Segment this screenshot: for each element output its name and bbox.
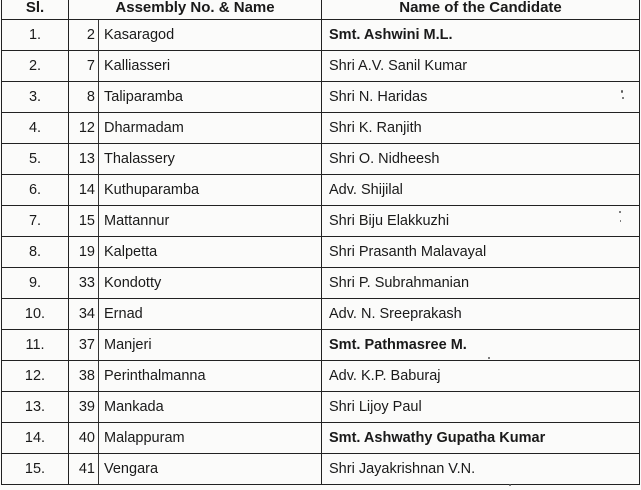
cell-sl: 7. bbox=[2, 206, 69, 237]
cell-assembly-number: 39 bbox=[69, 392, 99, 423]
header-candidate: Name of the Candidate bbox=[322, 0, 640, 20]
cell-candidate: Shri P. Subrahmanian bbox=[322, 268, 640, 299]
cell-candidate: Smt. Pathmasree M. bbox=[322, 330, 640, 361]
cell-assembly-name: Mankada bbox=[99, 392, 322, 423]
cell-assembly-name: Dharmadam bbox=[99, 113, 322, 144]
cell-sl: 12. bbox=[2, 361, 69, 392]
cell-assembly-name: Ernad bbox=[99, 299, 322, 330]
table-row bbox=[2, 330, 640, 361]
cell-assembly-name: Kuthuparamba bbox=[99, 175, 322, 206]
table-row bbox=[2, 51, 640, 82]
cell-assembly-name: Kondotty bbox=[99, 268, 322, 299]
cell-assembly-number: 2 bbox=[69, 20, 99, 51]
cell-assembly-name: Perinthalmanna bbox=[99, 361, 322, 392]
cell-assembly-number: 38 bbox=[69, 361, 99, 392]
header-sl: Sl. bbox=[2, 0, 69, 20]
table-row bbox=[2, 268, 640, 299]
header-row bbox=[2, 0, 640, 20]
table-row bbox=[2, 113, 640, 144]
cell-candidate: Shri Biju Elakkuzhi bbox=[322, 206, 640, 237]
table-row bbox=[2, 361, 640, 392]
scan-speck bbox=[621, 90, 623, 93]
table-header bbox=[2, 0, 640, 20]
cell-candidate: Adv. Shijilal bbox=[322, 175, 640, 206]
cell-assembly-number: 37 bbox=[69, 330, 99, 361]
table-row bbox=[2, 299, 640, 330]
cell-candidate: Smt. Ashwini M.L. bbox=[322, 20, 640, 51]
cell-assembly-name: Kalpetta bbox=[99, 237, 322, 268]
cell-assembly-name: Kasaragod bbox=[99, 20, 322, 51]
cell-assembly-number: 34 bbox=[69, 299, 99, 330]
table-row bbox=[2, 237, 640, 268]
cell-assembly-name: Vengara bbox=[99, 454, 322, 485]
scan-speck bbox=[509, 484, 511, 486]
cell-candidate: Adv. K.P. Baburaj bbox=[322, 361, 640, 392]
cell-assembly-number: 41 bbox=[69, 454, 99, 485]
scan-speck bbox=[622, 97, 624, 99]
cell-assembly-name: Manjeri bbox=[99, 330, 322, 361]
table-row bbox=[2, 454, 640, 485]
cell-assembly-number: 33 bbox=[69, 268, 99, 299]
table-row bbox=[2, 144, 640, 175]
cell-assembly-name: Taliparamba bbox=[99, 82, 322, 113]
cell-sl: 2. bbox=[2, 51, 69, 82]
cell-sl: 3. bbox=[2, 82, 69, 113]
cell-assembly-number: 19 bbox=[69, 237, 99, 268]
cell-sl: 8. bbox=[2, 237, 69, 268]
cell-assembly-name: Thalassery bbox=[99, 144, 322, 175]
cell-assembly-name: Malappuram bbox=[99, 423, 322, 454]
header-assembly: Assembly No. & Name bbox=[69, 0, 322, 20]
cell-candidate: Adv. N. Sreeprakash bbox=[322, 299, 640, 330]
candidate-table bbox=[1, 0, 640, 485]
cell-sl: 9. bbox=[2, 268, 69, 299]
cell-assembly-number: 8 bbox=[69, 82, 99, 113]
scan-speck bbox=[620, 220, 621, 222]
cell-sl: 4. bbox=[2, 113, 69, 144]
table-body bbox=[2, 20, 640, 485]
cell-candidate: Shri A.V. Sanil Kumar bbox=[322, 51, 640, 82]
cell-candidate: Shri Jayakrishnan V.N. bbox=[322, 454, 640, 485]
table-row bbox=[2, 423, 640, 454]
cell-sl: 6. bbox=[2, 175, 69, 206]
table-row bbox=[2, 392, 640, 423]
cell-assembly-name: Kalliasseri bbox=[99, 51, 322, 82]
cell-assembly-name: Mattannur bbox=[99, 206, 322, 237]
cell-sl: 1. bbox=[2, 20, 69, 51]
scan-speck bbox=[488, 357, 490, 359]
cell-candidate: Smt. Ashwathy Gupatha Kumar bbox=[322, 423, 640, 454]
cell-candidate: Shri Prasanth Malavayal bbox=[322, 237, 640, 268]
table-row bbox=[2, 20, 640, 51]
cell-sl: 15. bbox=[2, 454, 69, 485]
cell-assembly-number: 40 bbox=[69, 423, 99, 454]
cell-candidate: Shri K. Ranjith bbox=[322, 113, 640, 144]
cell-sl: 13. bbox=[2, 392, 69, 423]
cell-assembly-number: 7 bbox=[69, 51, 99, 82]
cell-assembly-number: 13 bbox=[69, 144, 99, 175]
cell-candidate: Shri Lijoy Paul bbox=[322, 392, 640, 423]
table-row bbox=[2, 206, 640, 237]
cell-assembly-number: 12 bbox=[69, 113, 99, 144]
table-row bbox=[2, 175, 640, 206]
cell-sl: 5. bbox=[2, 144, 69, 175]
cell-candidate: Shri N. Haridas bbox=[322, 82, 640, 113]
table-row bbox=[2, 82, 640, 113]
scan-speck bbox=[619, 211, 621, 213]
cell-candidate: Shri O. Nidheesh bbox=[322, 144, 640, 175]
cell-sl: 14. bbox=[2, 423, 69, 454]
cell-assembly-number: 14 bbox=[69, 175, 99, 206]
cell-sl: 11. bbox=[2, 330, 69, 361]
cell-sl: 10. bbox=[2, 299, 69, 330]
cell-assembly-number: 15 bbox=[69, 206, 99, 237]
